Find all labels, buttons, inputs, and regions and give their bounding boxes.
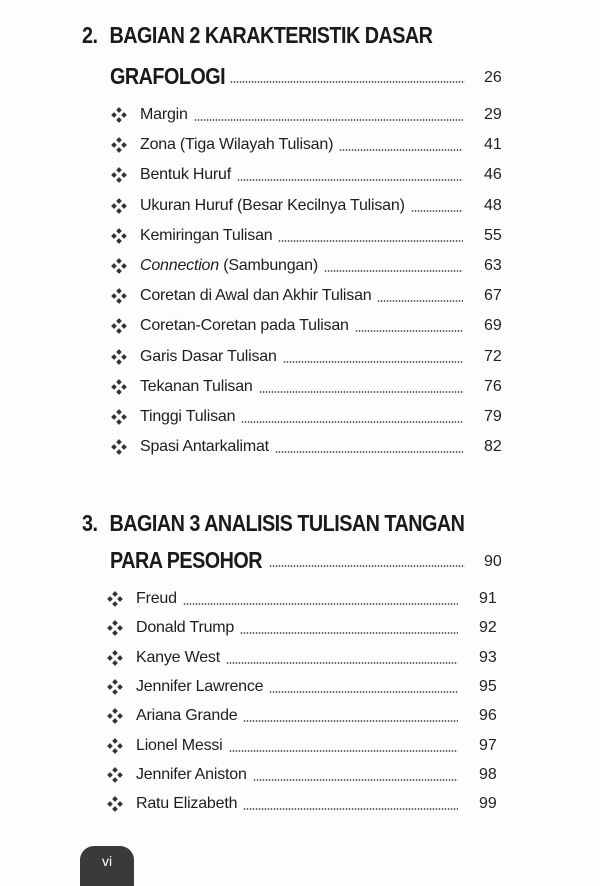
toc-entry-title: [136, 649, 220, 667]
toc-entry-text: Jennifer Lawrence: [136, 678, 264, 695]
leader-dots: [253, 779, 458, 781]
diamond-bullet-icon: [108, 651, 122, 665]
toc-entry[interactable]: [108, 704, 458, 728]
diamond-bullet-icon: [112, 108, 126, 122]
leader-dots: [278, 240, 463, 242]
toc-entry-title: [140, 317, 349, 335]
toc-entry-text: Kemiringan Tulisan: [140, 227, 273, 244]
toc-entry-text: Zona (Tiga Wilayah Tulisan): [140, 136, 334, 153]
toc-entry-text: Coretan di Awal dan Akhir Tulisan: [140, 287, 372, 304]
toc-entry-text: Bentuk Huruf: [140, 166, 231, 183]
toc-entry-page-number: 91: [479, 590, 497, 607]
toc-entry-title: [140, 136, 333, 154]
leader-dots: [243, 808, 458, 810]
diamond-bullet-icon: [112, 259, 126, 273]
section-title-continued: [110, 544, 465, 574]
toc-entry-page-number: 72: [484, 348, 502, 365]
leader-dots: [237, 179, 463, 181]
diamond-bullet-icon: [112, 229, 126, 243]
diamond-bullet-icon: [112, 410, 126, 424]
toc-entry[interactable]: [112, 254, 463, 278]
toc-entry[interactable]: [112, 163, 463, 187]
toc-entry-page-number: 79: [484, 408, 502, 425]
toc-entry-text: Margin: [140, 106, 188, 123]
toc-entry-page-number: 41: [484, 136, 502, 153]
diamond-bullet-icon: [112, 380, 126, 394]
leader-dots: [269, 565, 465, 567]
toc-entry[interactable]: [112, 133, 463, 157]
toc-entry-text: Lionel Messi: [136, 737, 223, 754]
toc-entry-text: Tekanan Tulisan: [140, 378, 253, 395]
toc-entry-title: [136, 590, 177, 608]
toc-entry-page-number: 98: [479, 766, 497, 783]
toc-entry-text: Tinggi Tulisan: [140, 408, 236, 425]
toc-entry[interactable]: [108, 587, 458, 611]
toc-entry-page-number: 76: [484, 378, 502, 395]
leader-dots: [229, 750, 458, 752]
diamond-bullet-icon: [112, 138, 126, 152]
toc-entry-text: Ukuran Huruf (Besar Kecilnya Tulisan): [140, 197, 405, 214]
section-page-number: 26: [484, 69, 502, 86]
toc-entry-page-number: 96: [479, 707, 497, 724]
toc-entry-page-number: 63: [484, 257, 502, 274]
toc-entry-title: [140, 408, 235, 426]
leader-dots: [283, 361, 463, 363]
page-number-badge: vi: [80, 846, 134, 886]
diamond-bullet-icon: [108, 739, 122, 753]
toc-entry-title: [136, 737, 223, 755]
diamond-bullet-icon: [108, 768, 122, 782]
leader-dots: [355, 330, 463, 332]
toc-entry-text: Spasi Antarkalimat: [140, 438, 269, 455]
toc-entry-text: Ratu Elizabeth: [136, 795, 238, 812]
leader-dots: [411, 210, 463, 212]
toc-entry-italic-term: Connection: [140, 257, 219, 274]
toc-entry-title: [136, 678, 263, 696]
diamond-bullet-icon: [112, 199, 126, 213]
toc-entry-page-number: 55: [484, 227, 502, 244]
toc-entry-page-number: 93: [479, 649, 497, 666]
toc-entry-title: [140, 257, 318, 275]
toc-entry[interactable]: [112, 345, 463, 369]
toc-entry-text: Garis Dasar Tulisan: [140, 348, 277, 365]
toc-entry-page-number: 97: [479, 737, 497, 754]
diamond-bullet-icon: [108, 621, 122, 635]
toc-entry[interactable]: [112, 405, 463, 429]
toc-entry-title: [140, 197, 405, 215]
toc-entry-title: [140, 438, 269, 456]
toc-entry-title: [136, 795, 237, 813]
leader-dots: [240, 632, 458, 634]
toc-entry[interactable]: [108, 646, 458, 670]
diamond-bullet-icon: [108, 797, 122, 811]
toc-entry-page-number: 48: [484, 197, 502, 214]
leader-dots: [269, 691, 458, 693]
toc-entry-title: [136, 619, 234, 637]
toc-entry-page-number: 95: [479, 678, 497, 695]
toc-entry-text: Kanye West: [136, 649, 220, 666]
leader-dots: [377, 300, 463, 302]
section-title-line2: PARA PESOHOR: [110, 547, 263, 573]
diamond-bullet-icon: [112, 289, 126, 303]
toc-entry-title: [140, 287, 371, 305]
toc-entry-page-number: 82: [484, 438, 502, 455]
section-title: BAGIAN 3 ANALISIS TULISAN TANGAN: [109, 510, 465, 536]
toc-entry[interactable]: [112, 314, 463, 338]
diamond-bullet-icon: [108, 680, 122, 694]
toc-entry-page-number: 67: [484, 287, 502, 304]
toc-entry[interactable]: [112, 284, 463, 308]
section-title: BAGIAN 2 KARAKTERISTIK DASAR: [109, 22, 433, 48]
section-number: 3.: [82, 510, 98, 536]
toc-entry-page-number: 99: [479, 795, 497, 812]
toc-entry-text: Coretan-Coretan pada Tulisan: [140, 317, 349, 334]
leader-dots: [324, 270, 463, 272]
leader-dots: [259, 391, 463, 393]
section-page-number: 90: [484, 553, 502, 570]
diamond-bullet-icon: [108, 592, 122, 606]
leader-dots: [183, 603, 458, 605]
toc-entry[interactable]: [112, 194, 463, 218]
toc-entry[interactable]: [112, 224, 463, 248]
leader-dots: [194, 119, 463, 121]
leader-dots: [243, 720, 458, 722]
section-title-continued: [110, 60, 465, 90]
toc-entry-title: [136, 766, 247, 784]
leader-dots: [241, 421, 463, 423]
leader-dots: [226, 662, 458, 664]
toc-entry-text: Freud: [136, 590, 177, 607]
toc-entry-title: [140, 106, 188, 124]
toc-entry-text: Donald Trump: [136, 619, 235, 636]
toc-entry[interactable]: [108, 763, 458, 787]
toc-entry-title: [140, 166, 231, 184]
section-number: 2.: [82, 22, 98, 48]
leader-dots: [230, 81, 465, 83]
section-heading: [82, 22, 432, 49]
toc-entry-page-number: 69: [484, 317, 502, 334]
toc-entry[interactable]: [112, 103, 463, 127]
leader-dots: [339, 149, 463, 151]
diamond-bullet-icon: [112, 319, 126, 333]
toc-entry[interactable]: [108, 734, 458, 758]
toc-entry-title: [140, 227, 272, 245]
toc-entry-page-number: 92: [479, 619, 497, 636]
toc-entry-text: (Sambungan): [218, 257, 318, 274]
toc-entry[interactable]: [108, 675, 458, 699]
toc-entry-text: Jennifer Aniston: [136, 766, 247, 783]
section-heading: [82, 510, 464, 537]
toc-entry-title: [136, 707, 237, 725]
diamond-bullet-icon: [112, 440, 126, 454]
toc-entry-title: [140, 348, 277, 366]
diamond-bullet-icon: [108, 709, 122, 723]
toc-entry[interactable]: [112, 375, 463, 399]
toc-entry[interactable]: [112, 435, 463, 459]
diamond-bullet-icon: [112, 350, 126, 364]
toc-entry[interactable]: [108, 792, 458, 816]
toc-entry-text: Ariana Grande: [136, 707, 238, 724]
toc-entry[interactable]: [108, 616, 458, 640]
diamond-bullet-icon: [112, 168, 126, 182]
section-title-line2: GRAFOLOGI: [110, 63, 226, 89]
toc-entry-page-number: 46: [484, 166, 502, 183]
toc-entry-page-number: 29: [484, 106, 502, 123]
toc-entry-title: [140, 378, 253, 396]
leader-dots: [275, 451, 463, 453]
